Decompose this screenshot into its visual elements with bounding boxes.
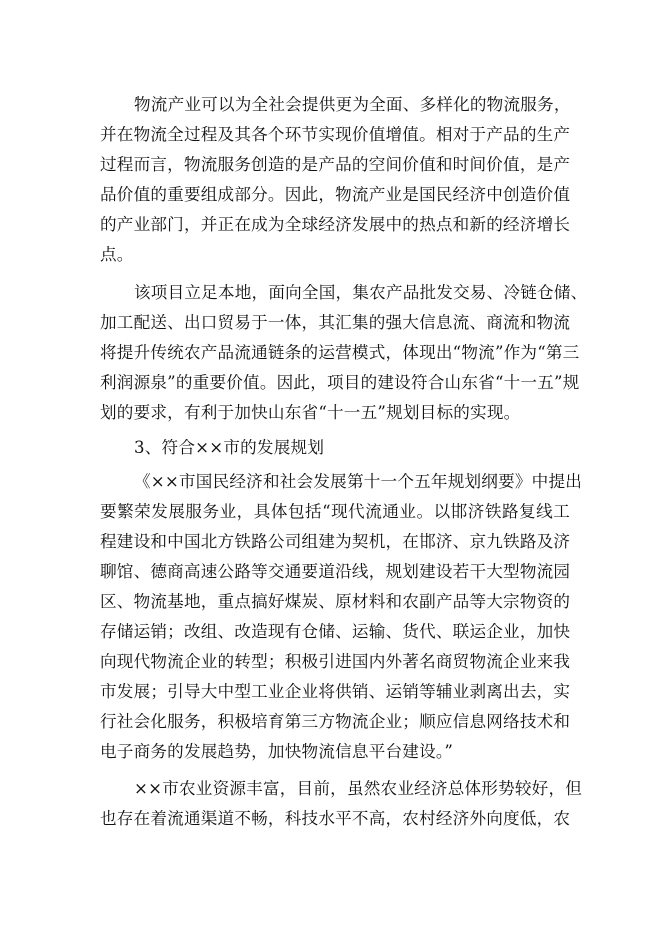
paragraph-1-line-1: 物流产业可以为全社会提供更为全面、多样化的物流服务， <box>134 95 571 114</box>
paragraph-3-line-2: 要繁荣发展服务业，具体包括“现代流通业。以邯济铁路复线工 <box>100 502 570 521</box>
paragraph-3-line-8: 市发展；引导大中型工业企业将供销、运销等辅业剥离出去，实 <box>100 682 571 701</box>
paragraph-3-line-5: 区、物流基地，重点搞好煤炭、原材料和农副产品等大宗物资的 <box>100 592 571 611</box>
paragraph-3-line-3: 程建设和中国北方铁路公司组建为契机，在邯济、京九铁路及济 <box>100 532 571 551</box>
paragraph-3-line-10: 电子商务的发展趋势，加快物流信息平台建设。” <box>100 742 454 761</box>
section-heading-3: 3、符合××市的发展规划 <box>134 438 325 457</box>
paragraph-1-line-6: 点。 <box>100 245 134 264</box>
paragraph-2-line-5: 划的要求，有利于加快山东省“十一五”规划目标的实现。 <box>100 403 521 422</box>
paragraph-1-line-3: 过程而言，物流服务创造的是产品的空间价值和时间价值，是产 <box>100 155 571 174</box>
paragraph-3-line-6: 存储运销；改组、改造现有仓储、运输、货代、联运企业，加快 <box>100 622 571 641</box>
paragraph-1-line-4: 品价值的重要组成部分。因此，物流产业是国民经济中创造价值 <box>100 185 571 204</box>
paragraph-2-line-3: 将提升传统农产品流通链条的运营模式，体现出“物流”作为“第三 <box>100 343 580 362</box>
paragraph-2-line-2: 加工配送、出口贸易于一体，其汇集的强大信息流、商流和物流 <box>100 313 571 332</box>
paragraph-2-line-4: 利润源泉”的重要价值。因此，项目的建设符合山东省“十一五”规 <box>100 373 580 392</box>
paragraph-3-line-1: 《××市国民经济和社会发展第十一个五年规划纲要》中提出 <box>134 472 583 491</box>
paragraph-1-line-5: 的产业部门，并正在成为全球经济发展中的热点和新的经济增长 <box>100 215 571 234</box>
paragraph-4-line-2: 也存在着流通渠道不畅，科技水平不高，农村经济外向度低，农 <box>100 809 571 828</box>
paragraph-3-line-9: 行社会化服务，积极培育第三方物流企业；顺应信息网络技术和 <box>100 712 571 731</box>
paragraph-4-line-1: ××市农业资源丰富，目前，虽然农业经济总体形势较好，但 <box>134 779 583 798</box>
paragraph-3-line-4: 聊馆、德商高速公路等交通要道沿线，规划建设若干大型物流园 <box>100 562 571 581</box>
paragraph-3-line-7: 向现代物流企业的转型；积极引进国内外著名商贸物流企业来我 <box>100 652 571 671</box>
paragraph-2-line-1: 该项目立足本地，面向全国，集农产品批发交易、冷链仓储、 <box>134 283 588 302</box>
paragraph-1-line-2: 并在物流全过程及其各个环节实现价值增值。相对于产品的生产 <box>100 125 571 144</box>
